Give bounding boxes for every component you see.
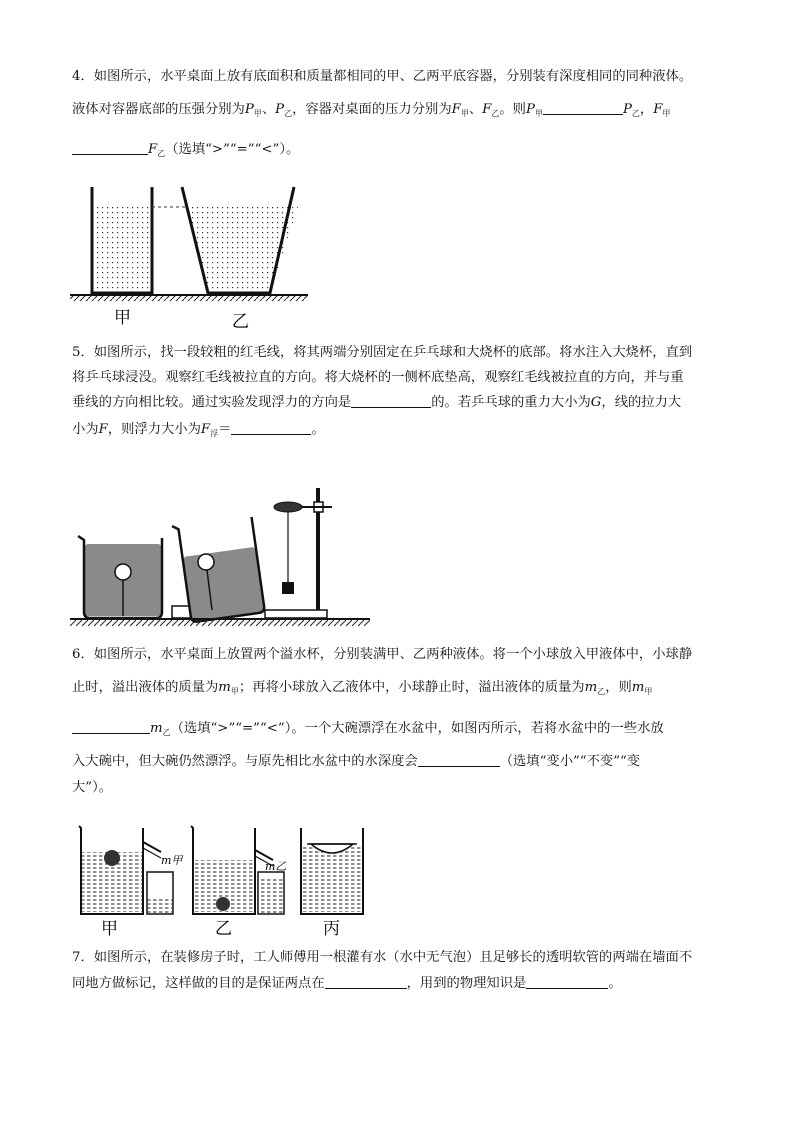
answer-blank-q5-buoyancy[interactable] (231, 420, 311, 435)
plumb-bob (282, 582, 294, 594)
q7-line-2: 同地方做标记，这样做的目的是保证两点在 ，用到的物理知识是 。 (72, 976, 622, 991)
answer-blank-q7-position[interactable] (325, 974, 407, 989)
clip (274, 502, 302, 512)
ball-jia (104, 850, 120, 866)
answer-blank-q4-force[interactable] (72, 140, 148, 155)
q5-figure-beakers (70, 482, 370, 630)
q5-line-4: 小为F，则浮力大小为$F_浮=$ 。 (72, 422, 325, 438)
beaker-m-jia-liquid (148, 898, 172, 913)
ping-pong-ball-1 (115, 564, 131, 580)
fig4-label-yi: 乙 (232, 312, 249, 332)
fig6-label-jia: 甲 (101, 919, 118, 939)
ball-yi (216, 897, 230, 911)
q6-line-4: 入大碗中，但大碗仍然漂浮。与原先相比水盆中的水深度会 （选填“变小”“不变”“变 (72, 754, 641, 769)
q6-line-1: 6．如图所示，水平桌面上放置两个溢水杯，分别装满甲、乙两种液体。将一个小球放入甲液体中，小球静 (72, 647, 693, 662)
beaker-2-water (183, 547, 263, 622)
q6-line-2: 止时，溢出液体的质量为$m_甲$；再将小球放入乙液体中，小球静止时，溢出液体的质量为$m_乙$，则$m_甲$ (72, 680, 653, 696)
q5-line-2: 将乒乓球浸没。观察红毛线被拉直的方向。将大烧杯的一侧杯底垫高，观察红毛线被拉直的方向，并与重 (72, 370, 684, 385)
table-hatch-q5 (70, 620, 370, 626)
beaker-m-yi-liquid (259, 878, 283, 913)
fig6-label-bing: 丙 (323, 919, 340, 939)
q5-line-3: 垂线的方向相比较。通过实验发现浮力的方向是 的。若乒乓球的重力大小为G，线的拉力大 (72, 395, 682, 410)
spout-yi (255, 850, 273, 860)
table-hatch (70, 296, 308, 301)
answer-blank-q7-knowledge[interactable] (526, 974, 608, 989)
q4-line-1: 4．如图所示，水平桌面上放有底面积和质量都相同的甲、乙两平底容器，分别装有深度相同的同种液体。 (72, 69, 693, 84)
liquid-jia (94, 207, 150, 292)
answer-blank-q6-depth[interactable] (418, 752, 500, 767)
q4-line-2: 液体对容器底部的压强分别为$P_甲$、$P_乙$，容器对桌面的压力分别为$F_甲$、$F_乙$。则$P_甲$ $P_乙$，$F_甲$ (72, 102, 671, 118)
ping-pong-ball-2 (198, 554, 214, 570)
q7-line-1: 7．如图所示，在装修房子时，工人师傅用一根灌有水（水中无气泡）且足够长的透明软管的两端在墙面不 (72, 950, 693, 965)
answer-blank-q6-mass[interactable] (72, 719, 150, 734)
spout-jia (143, 842, 161, 852)
q6-line-3: $m_乙$（选填“>”“=”“<”）。一个大碗漂浮在水盆中，如图丙所示，若将水盆中的一些水放 (72, 717, 664, 738)
q6-line-5: 大”）。 (72, 780, 113, 795)
fig4-label-jia: 甲 (114, 308, 131, 328)
stand-base (265, 610, 327, 618)
basin-water (303, 846, 361, 912)
label-m-yi: m乙 (265, 860, 287, 873)
label-m-jia: m甲 (161, 854, 183, 867)
q5-line-1: 5．如图所示，找一段较粗的红毛线，将其两端分别固定在乒乓球和大烧杯的底部。将水注入大烧杯，直到 (72, 345, 693, 360)
q4-figure-containers (70, 185, 320, 330)
answer-blank-q4-pressure[interactable] (543, 100, 623, 115)
q6-figure-overflow-cups (75, 822, 370, 940)
q4-line-3: $F_乙$（选填“>”“=”“<”）。 (72, 138, 299, 159)
answer-blank-q5-direction[interactable] (351, 393, 431, 408)
fig6-label-yi: 乙 (215, 919, 232, 939)
